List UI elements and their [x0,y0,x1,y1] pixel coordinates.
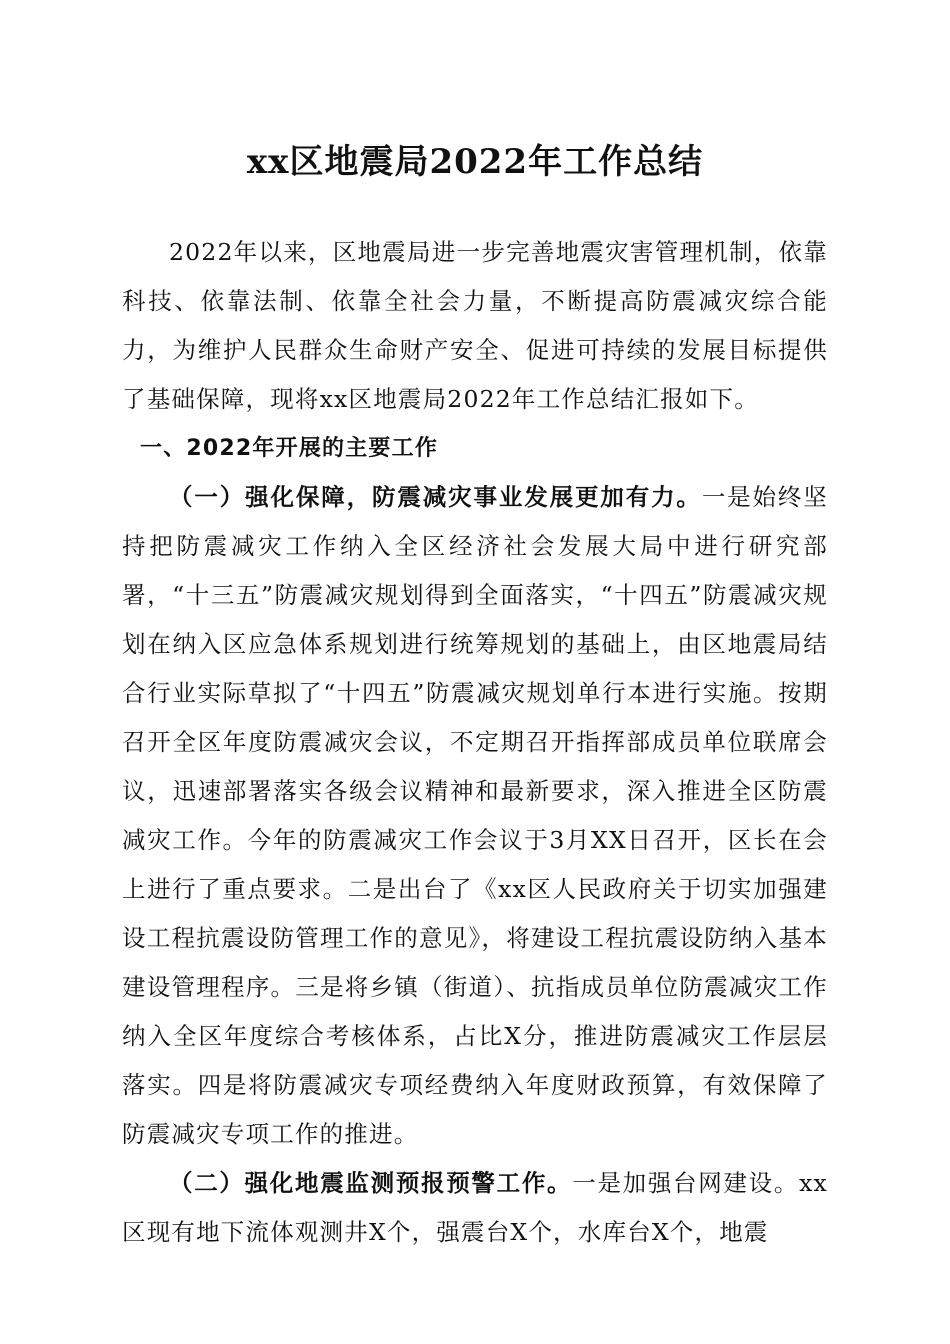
subsection-1-text: 一是始终坚持把防震减灾工作纳入全区经济社会发展大局中进行研究部署，“十三五”防震减灾规划得到全面落实，“十四五”防震减灾规划在纳入区应急体系规划进行统筹规划的基础上，由区地震局结合行业实际草拟了“十四五”防震减灾规划单行本进行实施。按期召开全区年度防震减灾会议，不定期召开指挥部成员单位联席会议，迅速部署落实各级会议精神和最新要求，深入推进全区防震减灾工作。今年的防震减灾工作会议于3月XX日召开，区长在会上进行了重点要求。二是出台了《xx区人民政府关于切实加强建设工程抗震设防管理工作的意见》，将建设工程抗震设防纳入基本建设管理程序。三是将乡镇（街道）、抗指成员单位防震减灾工作纳入全区年度综合考核体系，占比X分，推进防震减灾工作层层落实。四是将防震减灾专项经费纳入年度财政预算，有效保障了防震减灾专项工作的推进。 [122,483,828,1148]
subsection-2-text: 一是加强台网建设。xx区现有地下流体观测井X个，强震台X个，水库台X个，地震 [122,1169,828,1246]
intro-paragraph: 2022年以来，区地震局进一步完善地震灾害管理机制，依靠科技、依靠法制、依靠全社会力量，不断提高防震减灾综合能力，为维护人民群众生命财产安全、促进可持续的发展目标提供了基础保障，现将xx区地震局2022年工作总结汇报如下。 [122,238,828,413]
document-body [122,228,828,1257]
subsection-1-paragraph [122,473,828,1159]
subsection-2-heading: （二）强化地震监测预报预警工作。 [169,1169,573,1197]
subsection-1-heading: （一）强化保障，防震减灾事业发展更加有力。 [169,483,702,511]
subsection-2-paragraph [122,1159,828,1257]
document-title: xx区地震局2022年工作总结 [246,142,704,182]
section-heading-1: 一、2022年开展的主要工作 [140,436,439,461]
